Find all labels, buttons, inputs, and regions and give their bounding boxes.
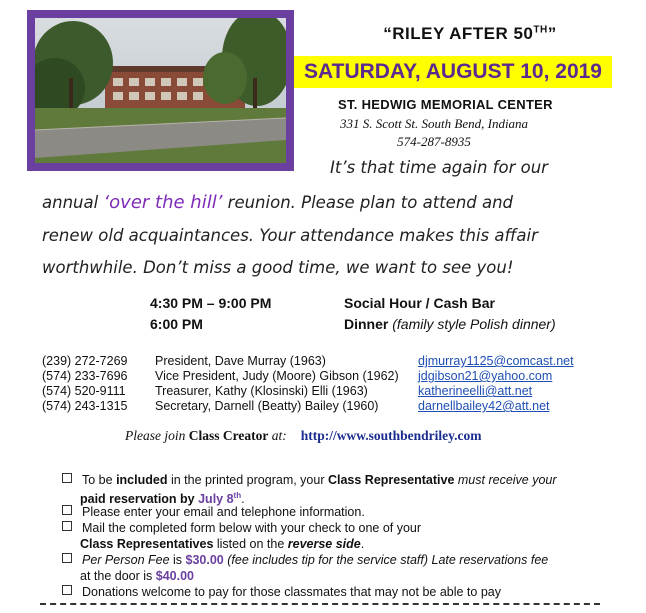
bullet-item-1: To be included in the printed program, your Class Representative must receive your [62, 472, 557, 488]
officer-role: Secretary, Darnell (Beatty) Bailey (1960) [155, 399, 379, 413]
schedule-event-2: Dinner (family style Polish dinner) [344, 316, 556, 332]
intro-line-1: It’s that time again for our [330, 158, 548, 177]
class-creator-line: Please join Class Creator at: http://www.southbendriley.com [125, 428, 482, 443]
bullet-item-4-cont: at the door is $40.00 [80, 569, 194, 583]
officer-role: Treasurer, Kathy (Klosinski) Elli (1963) [155, 384, 368, 398]
officer-email-link[interactable]: darnellbailey42@att.net [418, 399, 550, 413]
officer-email-link[interactable]: jdgibson21@yahoo.com [418, 369, 553, 383]
bullet-item-4: Per Person Fee is $30.00 (fee includes tip for the service staff) Late reservations fee [62, 552, 548, 568]
schedule-time-2: 6:00 PM [150, 316, 203, 332]
venue-address: 331 S. Scott St. South Bend, Indiana [339, 116, 529, 131]
schedule-time-1: 4:30 PM – 9:00 PM [150, 295, 272, 311]
school-photo [27, 10, 294, 171]
checkbox-bullet-icon [62, 585, 72, 595]
officer-email-link[interactable]: katherineelli@att.net [418, 384, 533, 398]
officer-phone: (574) 233-7696 [42, 369, 128, 383]
bullet-item-3-cont: Class Representatives listed on the reverse side. [80, 537, 365, 551]
checkbox-bullet-icon [62, 505, 72, 515]
officer-phone: (574) 243-1315 [42, 399, 128, 413]
bullet-item-5: Donations welcome to pay for those classmates that may not be able to pay [62, 584, 501, 600]
intro-line-3: renew old acquaintances. Your attendance makes this affair [42, 226, 538, 245]
officer-role: Vice President, Judy (Moore) Gibson (1962) [155, 369, 399, 383]
venue-name: ST. HEDWIG MEMORIAL CENTER [338, 97, 553, 112]
school-building-image [35, 18, 286, 163]
checkbox-bullet-icon [62, 553, 72, 563]
checkbox-bullet-icon [62, 521, 72, 531]
event-date: SATURDAY, AUGUST 10, 2019 [294, 56, 612, 88]
intro-line-2: annual ‘over the hill’ reunion. Please plan to attend and [42, 192, 514, 213]
schedule-event-1: Social Hour / Cash Bar [344, 295, 495, 311]
over-the-hill-text: ‘over the hill’ [103, 192, 223, 213]
checkbox-bullet-icon [62, 473, 72, 483]
intro-line-4: worthwhile. Don’t miss a good time, we want to see you! [42, 258, 514, 277]
bullet-item-3: Mail the completed form below with your check to one of your [62, 520, 421, 536]
class-creator-url[interactable]: http://www.southbendriley.com [300, 428, 482, 443]
venue-phone: 574-287-8935 [397, 134, 471, 149]
officer-phone: (239) 272-7269 [42, 354, 128, 368]
officer-role: President, Dave Murray (1963) [155, 354, 326, 368]
event-title: “RILEY AFTER 50TH” [383, 24, 557, 43]
officer-email-link[interactable]: djmurray1125@comcast.net [418, 354, 574, 368]
bullet-item-1-cont: paid reservation by July 8th. [80, 491, 245, 507]
bullet-item-2: Please enter your email and telephone information. [62, 504, 365, 520]
cut-line-divider [40, 603, 600, 605]
officer-phone: (574) 520-9111 [42, 384, 126, 398]
